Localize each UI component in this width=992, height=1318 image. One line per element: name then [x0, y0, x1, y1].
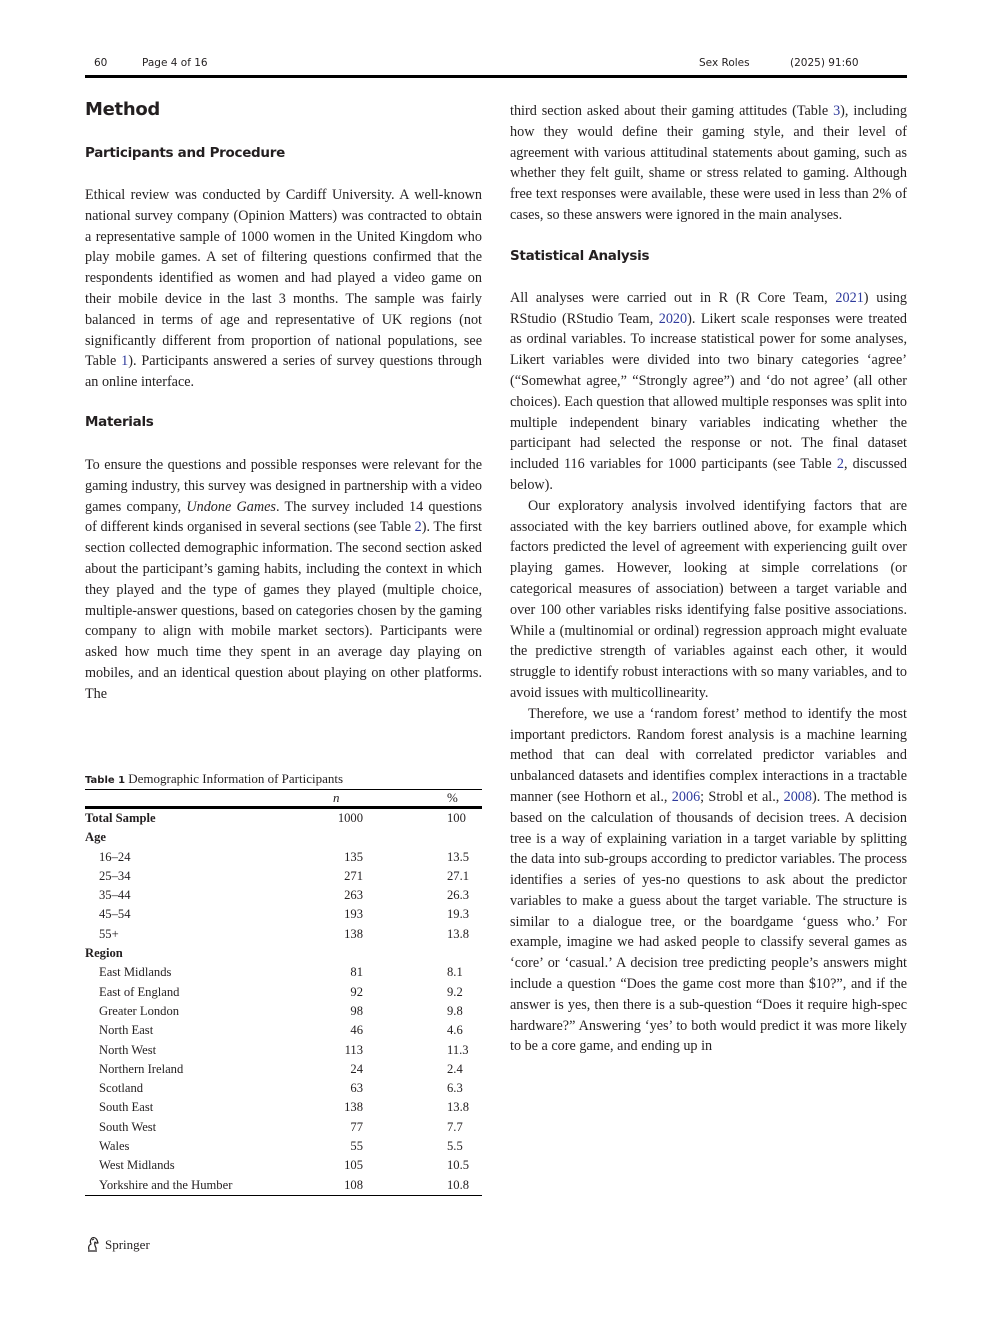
table-row [85, 1002, 482, 1021]
row-percent: 13.8 [447, 1100, 470, 1115]
row-label: South West [99, 1119, 157, 1134]
row-label: Total Sample [85, 811, 156, 825]
row-percent: 26.3 [447, 888, 470, 903]
row-label: 25–34 [99, 868, 131, 883]
publisher-name: Springer [105, 1236, 150, 1252]
citation-link-2020[interactable]: 2020 [658, 310, 688, 327]
table-row-total [85, 809, 482, 828]
row-label: 55+ [99, 926, 119, 941]
row-n: 55 [350, 1139, 363, 1154]
table-row [85, 1079, 482, 1098]
citation-link-2021[interactable]: 2021 [835, 289, 864, 306]
row-percent: 2.4 [447, 1061, 463, 1076]
row-n: 193 [344, 907, 363, 922]
paragraph-text: . The survey included 14 questions of different kinds organised in several sections (see Table [85, 498, 483, 536]
row-label: Yorkshire and the Humber [99, 1177, 233, 1192]
paragraph-text: ). The method is based on the calculation of thousands of decision trees. A decision tree is a way of explaining variation in a target variable by splitting the data into sub-groups according to predictor variables. The process identifies a series of yes-no questions to ask about the predictor variables to make a guess about the target variable. The structure is similar to a dialogue tree, or the boardgame ‘guess who.’ For example, imagine we had asked people to classify several games as ‘core’ or ‘casual.’ A decision tree predicting people’s answers might include a question “Does the game cost more than $10?”, and if the answer is yes, then there is a sub-question “Does it require high-spec hardware?” Answering ‘yes’ to both would predict it was more likely to be a core game, and ending up in [510, 788, 908, 1055]
subsection-title-statistical-analysis: Statistical Analysis [510, 247, 650, 264]
row-percent: 13.5 [447, 849, 470, 864]
row-label: 16–24 [99, 849, 131, 864]
row-label: South East [99, 1100, 154, 1115]
table-label: Table 1 [85, 775, 126, 786]
paragraph-analysis-1 [510, 288, 907, 496]
journal-name: Sex Roles [699, 57, 750, 69]
table-caption [85, 771, 482, 789]
row-label: Scotland [99, 1081, 144, 1096]
row-percent: 5.5 [447, 1139, 463, 1154]
paragraph-text: All analyses were carried out in R (R Core Team, [510, 289, 836, 306]
paragraph-analysis-3 [510, 704, 907, 1058]
table-header-row [85, 790, 482, 806]
row-percent: 27.1 [447, 868, 470, 883]
header-rule [85, 75, 907, 78]
citation-link-2008[interactable]: 2008 [783, 788, 812, 805]
row-n: 92 [350, 984, 363, 999]
table-3-link[interactable]: 3 [833, 103, 841, 119]
springer-horse-icon [85, 1236, 100, 1253]
paragraph-text: ). Likert scale responses were treated as ordinal variables. To increase statistical power for some analyses, Likert variables were divided into two binary categories ‘agree’ (“Somewhat agree,” “Strongly agree”) and ‘do not agree’ (all other choices). Each question that allowed multiple responses was split into multiple independent binary variables indicating whether the participant had selected the response or not. The final dataset included 116 variables for 1000 participants (see Table [510, 310, 907, 473]
row-n: 77 [350, 1119, 363, 1134]
row-n: 63 [350, 1081, 363, 1096]
table-row [85, 1118, 482, 1137]
row-label: 35–44 [99, 888, 131, 903]
paragraph-materials-continued [510, 101, 907, 226]
paragraph-text: ). Participants answered a series of survey questions through an online interface. [85, 353, 482, 391]
paragraph-text: Ethical review was conducted by Cardiff University. A well-known national survey company (Opinion Matters) was contracted to obtain a representative sample of 1000 women in the United Kingdom who play mobile games. A set of filtering questions confirmed that the respondents identified as women and had played a video game on their mobile device in the last 3 months. The sample was fairly balanced in terms of age and representative of UK regions (not significantly different from proportion of national populations, see Table [85, 187, 482, 370]
row-n: 271 [344, 868, 363, 883]
paragraph-text: Our exploratory analysis involved identifying factors that are associated with the key barriers outlined above, for example which factors predicted the level of agreement with experiencing guilt over playing games. However, looking at simple correlations (or categorical measures of association) between a target variable and over 100 other variables risks identifying false positive associations. While a (multinomial or ordinal) regression approach might evaluate the predictive strength of variables against each other, it would struggle to identify robust interactions with so many variables, and to avoid issues with multicollinearity. [510, 497, 907, 701]
row-n: 46 [350, 1023, 363, 1038]
table-row [85, 867, 482, 886]
subsection-title-participants: Participants and Procedure [85, 145, 285, 161]
row-n: 263 [344, 888, 363, 903]
table-row [85, 963, 482, 982]
table-row [85, 905, 482, 924]
table-row [85, 983, 482, 1002]
group-heading: Age [85, 830, 106, 845]
row-percent: 4.6 [447, 1023, 463, 1038]
row-percent: 100 [447, 811, 466, 825]
paragraph-text: , discussed below). [510, 456, 907, 493]
row-label: Northern Ireland [99, 1061, 184, 1076]
paragraph-text: ) using RStudio (RStudio Team, [510, 289, 907, 327]
table-row [85, 1176, 482, 1195]
paragraph-text: To ensure the questions and possible responses were relevant for the gaming industry, this survey was designed in partnership with a video games company, [85, 456, 482, 515]
paragraph-text: ), including how they would define their gaming style, and their level of agreement with various attitudinal statements about gaming, such as whether they felt guilt, shame or stress related to gaming. Although free text responses were available, these were used in less than 2% of cases, so these answers were ignored in the main analyses. [510, 103, 907, 223]
row-percent: 8.1 [447, 965, 463, 980]
row-percent: 19.3 [447, 907, 470, 922]
row-n: 81 [350, 965, 363, 980]
row-n: 108 [344, 1177, 363, 1192]
table-2-link[interactable]: 2 [836, 456, 844, 473]
right-column [510, 101, 907, 1057]
row-n: 135 [344, 849, 363, 864]
table-title: Demographic Information of Participants [128, 771, 344, 786]
table-row [85, 1021, 482, 1040]
row-label: North West [99, 1042, 157, 1057]
paragraph-text: ; Strobl et al., [700, 788, 784, 805]
subsection-title-materials: Materials [85, 413, 154, 430]
row-label: 45–54 [99, 907, 131, 922]
row-label: North East [99, 1023, 154, 1038]
row-n: 138 [344, 926, 363, 941]
row-percent: 10.5 [447, 1158, 470, 1173]
group-heading: Region [85, 946, 123, 961]
page-of-count: Page 4 of 16 [142, 57, 208, 69]
row-percent: 7.7 [447, 1119, 463, 1134]
citation-link-2006[interactable]: 2006 [671, 788, 701, 805]
table-bottom-rule [85, 1195, 482, 1196]
row-n: 98 [350, 1003, 363, 1018]
row-n: 105 [344, 1158, 363, 1173]
paragraph-text: ). The first section collected demographic information. The second section asked about the participant’s gaming habits, including the context in which they played and the type of games they played (multiple choice, multiple-answer questions, based on categories chosen by the gaming company to align with mobile market sectors). Participants were asked how much time they spent in an average day playing on mobiles, and an identical question about playing on other platforms. The [85, 519, 482, 702]
table-2-link[interactable]: 2 [414, 519, 422, 536]
column-header-n: n [333, 790, 340, 805]
table-row [85, 848, 482, 867]
column-header-percent: % [447, 790, 458, 805]
table-row [85, 886, 482, 905]
table-row [85, 1156, 482, 1175]
row-percent: 9.8 [447, 1003, 463, 1018]
paragraph-participants [85, 185, 482, 393]
row-percent: 9.2 [447, 984, 463, 999]
company-name: Undone Games [186, 498, 276, 515]
row-percent: 10.8 [447, 1177, 470, 1192]
page-number: 60 [94, 57, 108, 69]
row-label: Wales [99, 1139, 130, 1154]
running-header [85, 55, 907, 73]
page-footer [85, 1236, 150, 1253]
table-row [85, 1137, 482, 1156]
row-percent: 11.3 [447, 1042, 469, 1057]
table-row [85, 1060, 482, 1079]
table-row [85, 1098, 482, 1117]
row-n: 113 [344, 1042, 363, 1057]
row-n: 24 [350, 1061, 363, 1076]
table-1-link[interactable]: 1 [121, 353, 129, 370]
row-percent: 13.8 [447, 926, 470, 941]
paragraph-text: third section asked about their gaming attitudes (Table [510, 103, 834, 119]
article-citation: (2025) 91:60 [790, 57, 859, 69]
row-label: West Midlands [99, 1158, 175, 1173]
paragraph-analysis-2 [510, 496, 907, 704]
left-column [85, 95, 482, 705]
row-percent: 6.3 [447, 1081, 463, 1096]
row-label: East Midlands [99, 965, 172, 980]
row-label: Greater London [99, 1003, 180, 1018]
table-row [85, 1041, 482, 1060]
paragraph-materials [85, 455, 482, 705]
row-n: 138 [344, 1100, 363, 1115]
table-1 [85, 771, 482, 1196]
section-title-method: Method [85, 99, 160, 120]
row-label: East of England [99, 984, 180, 999]
table-group-age [85, 828, 482, 847]
table-row [85, 925, 482, 944]
row-n: 1000 [337, 811, 363, 825]
table-group-region [85, 944, 482, 963]
paragraph-text: Therefore, we use a ‘random forest’ method to identify the most important predictors. Random forest analysis is a machine learning method that can deal with correlated predictor variables and unbalanced datasets and identifies complex interactions in a tractable manner (see Hothorn et al., [510, 705, 907, 805]
